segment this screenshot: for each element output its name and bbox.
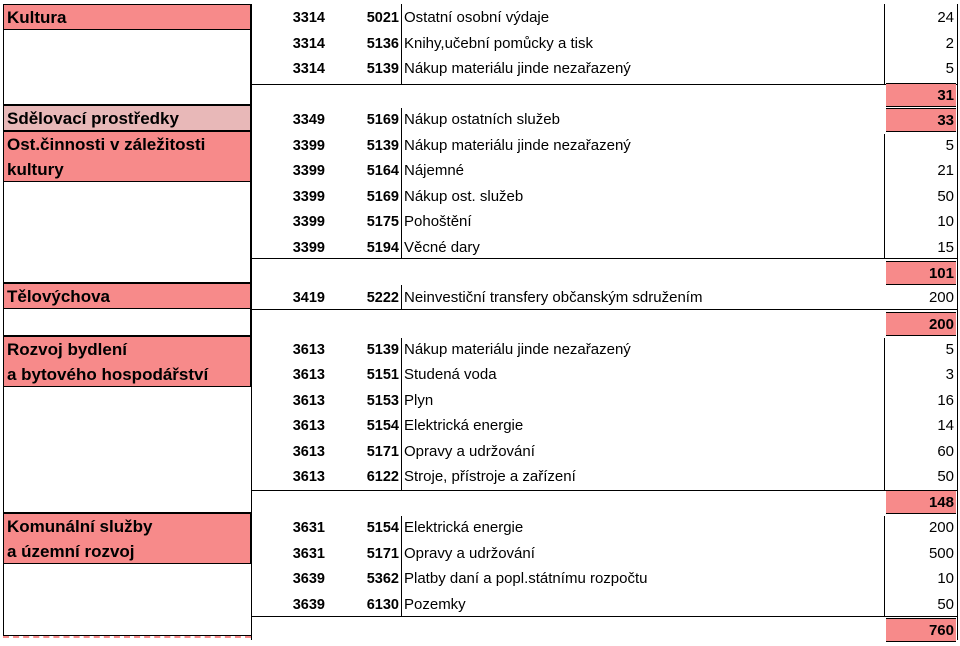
item-code: 5153 (366, 393, 399, 409)
item-code: 5222 (366, 290, 399, 306)
paragraph-code: 3314 (292, 61, 325, 77)
item-code: 6130 (366, 597, 399, 613)
amount-cell: 5 (945, 341, 954, 358)
category-kultura[interactable]: Kultura (3, 4, 251, 30)
paragraph-code: 3613 (292, 393, 325, 409)
item-description: Platby daní a popl.státnímu rozpočtu (404, 570, 648, 587)
item-description: Nákup materiálu jinde nezařazený (404, 60, 631, 77)
paragraph-code: 3631 (292, 520, 325, 536)
amount-cell: 21 (937, 162, 954, 179)
category-kultura-continuation (3, 30, 251, 105)
paragraph-code: 3399 (292, 163, 325, 179)
amount-cell: 16 (937, 392, 954, 409)
category-komunalni-sluzby[interactable]: Komunální služby (3, 513, 251, 539)
item-description: Plyn (404, 392, 434, 409)
item-code: 5139 (366, 61, 399, 77)
column-divider-desc-2 (401, 108, 402, 258)
paragraph-code: 3349 (292, 112, 325, 128)
amount-cell: 3 (945, 366, 954, 383)
item-description: Elektrická energie (404, 519, 524, 536)
column-divider-desc-3 (401, 285, 402, 309)
amount-cell: 50 (937, 596, 954, 613)
paragraph-code: 3314 (292, 36, 325, 52)
column-divider-amount-3 (884, 338, 885, 490)
paragraph-code: 3399 (292, 214, 325, 230)
category-telovychova[interactable]: Tělovýchova (3, 283, 251, 309)
item-code: 5171 (366, 546, 399, 562)
item-description: Věcné dary (404, 239, 480, 256)
paragraph-code: 3631 (292, 546, 325, 562)
dashed-page-break (3, 636, 251, 638)
category-telovychova-continuation (3, 309, 251, 336)
row-separator (251, 490, 957, 491)
amount-cell: 15 (937, 239, 954, 256)
paragraph-code: 3613 (292, 444, 325, 460)
paragraph-code: 3399 (292, 240, 325, 256)
item-code: 5171 (366, 444, 399, 460)
subtotal-cell: 148 (886, 490, 956, 514)
item-code: 5151 (366, 367, 399, 383)
item-description: Neinvestiční transfery občanským sdružením (404, 289, 703, 306)
amount-cell: 2 (945, 35, 954, 52)
column-divider-desc-1 (401, 4, 402, 84)
item-code: 5362 (366, 571, 399, 587)
category-rozvoj-bydleni[interactable]: Rozvoj bydlení (3, 336, 251, 362)
item-description: Nákup materiálu jinde nezařazený (404, 137, 631, 154)
paragraph-code: 3639 (292, 571, 325, 587)
item-description: Studená voda (404, 366, 497, 383)
column-divider-desc-5 (401, 516, 402, 616)
item-description: Ostatní osobní výdaje (404, 9, 550, 26)
amount-cell: 14 (937, 417, 954, 434)
amount-cell: 200 (928, 289, 954, 306)
paragraph-code: 3639 (292, 597, 325, 613)
amount-cell: 24 (937, 9, 954, 26)
amount-cell: 60 (937, 443, 954, 460)
category-ost-cinnosti[interactable]: Ost.činnosti v záležitosti (3, 131, 251, 157)
paragraph-code: 3399 (292, 189, 325, 205)
item-description: Nákup materiálu jinde nezařazený (404, 341, 631, 358)
amount-cell: 10 (937, 213, 954, 230)
item-code: 5021 (366, 10, 399, 26)
category-ost-cinnosti-continuation (3, 182, 251, 283)
category-komunalni-continuation (3, 564, 251, 636)
subtotal-cell: 31 (886, 83, 956, 107)
amount-cell: 5 (945, 60, 954, 77)
column-divider-left (251, 4, 252, 640)
paragraph-code: 3613 (292, 418, 325, 434)
item-code: 6122 (366, 469, 399, 485)
item-description: Elektrická energie (404, 417, 524, 434)
amount-cell: 10 (937, 570, 954, 587)
item-description: Nákup ost. služeb (404, 188, 524, 205)
item-code: 5164 (366, 163, 399, 179)
item-description: Pohoštění (404, 213, 472, 230)
paragraph-code: 3613 (292, 469, 325, 485)
category-sdelovaci-prostredky[interactable]: Sdělovací prostředky (3, 105, 251, 131)
paragraph-code: 3399 (292, 138, 325, 154)
amount-cell: 500 (928, 545, 954, 562)
subtotal-cell: 101 (886, 261, 956, 285)
item-code: 5169 (366, 112, 399, 128)
category-rozvoj-bydleni-line2[interactable]: a bytového hospodářství (3, 362, 251, 387)
item-description: Opravy a udržování (404, 443, 535, 460)
category-komunalni-sluzby-line2[interactable]: a územní rozvoj (3, 539, 251, 564)
column-divider-amount-1 (884, 4, 885, 84)
category-ost-cinnosti-line2[interactable]: kultury (3, 157, 251, 182)
amount-cell: 50 (937, 188, 954, 205)
amount-subtotal-cell: 33 (886, 108, 956, 132)
paragraph-code: 3613 (292, 342, 325, 358)
item-description: Nájemné (404, 162, 465, 179)
item-code: 5139 (366, 342, 399, 358)
item-code: 5139 (366, 138, 399, 154)
subtotal-cell: 200 (886, 312, 956, 336)
item-description: Knihy,učební pomůcky a tisk (404, 35, 593, 52)
amount-cell: 200 (928, 519, 954, 536)
item-code: 5194 (366, 240, 399, 256)
column-divider-desc-4 (401, 338, 402, 490)
column-divider-amount-4 (884, 516, 885, 616)
amount-cell: 50 (937, 468, 954, 485)
column-divider-amount-2 (884, 134, 885, 258)
item-description: Stroje, přístroje a zařízení (404, 468, 576, 485)
item-code: 5154 (366, 520, 399, 536)
paragraph-code: 3314 (292, 10, 325, 26)
item-code: 5175 (366, 214, 399, 230)
item-code: 5136 (366, 36, 399, 52)
item-description: Pozemky (404, 596, 466, 613)
paragraph-code: 3613 (292, 367, 325, 383)
paragraph-code: 3419 (292, 290, 325, 306)
item-code: 5169 (366, 189, 399, 205)
row-separator (251, 84, 957, 85)
amount-cell: 5 (945, 137, 954, 154)
item-code: 5154 (366, 418, 399, 434)
subtotal-cell: 760 (886, 618, 956, 642)
item-description: Opravy a udržování (404, 545, 535, 562)
item-description: Nákup ostatních služeb (404, 111, 560, 128)
category-rozvoj-continuation (3, 387, 251, 513)
column-divider-right (957, 4, 958, 640)
